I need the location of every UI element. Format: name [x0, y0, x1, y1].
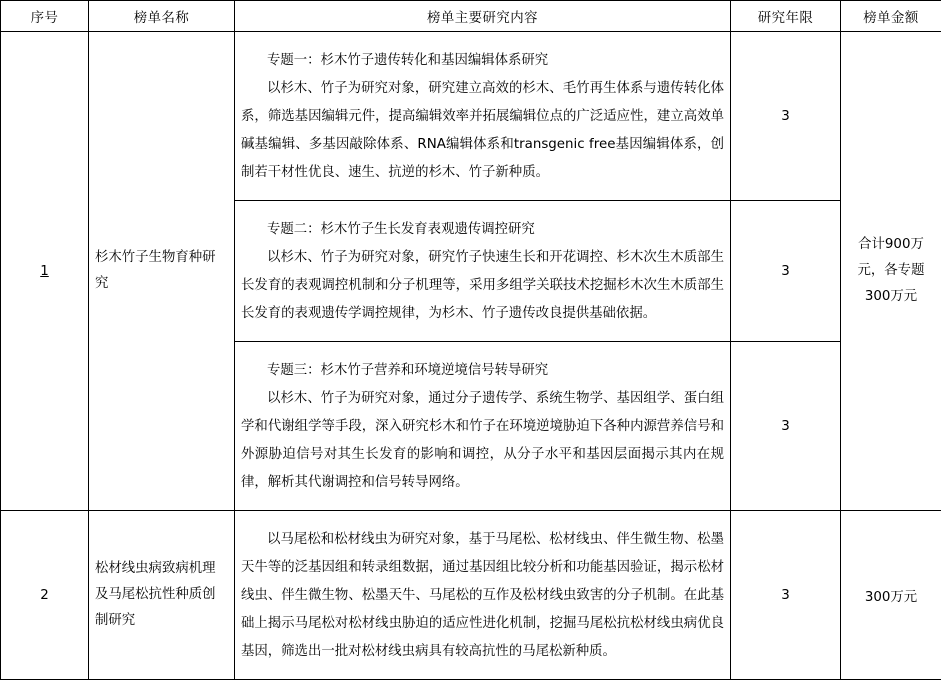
header-content: 榜单主要研究内容 [235, 1, 731, 32]
row2-years: 3 [731, 511, 841, 680]
row2-name: 松材线虫病致病机理及马尾松抗性种质创制研究 [89, 511, 235, 680]
table-row [1, 511, 941, 680]
topic1-body: 以杉木、竹子为研究对象，研究建立高效的杉木、毛竹再生体系与遗传转化体系，筛选基因编辑元件，提高编辑效率并拓展编辑位点的广泛适应性，建立高效单碱基编辑、多基因敲除体系、RNA编辑体系和transgenic free基因编辑体系，创制若干材性优良、速生、抗逆的杉木、竹子新种质。 [241, 81, 724, 180]
topic2-years: 3 [731, 201, 841, 342]
row2-body: 以马尾松和松材线虫为研究对象，基于马尾松、松材线虫、伴生微生物、松墨天牛等的泛基因组和转录组数据，通过基因组比较分析和功能基因验证，揭示松材线虫、伴生微生物、松墨天牛、马尾松的互作及松材线虫致害的分子机制。在此基础上揭示马尾松对松材线虫胁迫的适应性进化机制，挖掘马尾松抗松材线虫病优良基因，筛选出一批对松材线虫病具有较高抗性的马尾松新种质。 [241, 532, 724, 659]
topic2-body: 以杉木、竹子为研究对象，研究竹子快速生长和开花调控、杉木次生木质部生长发育的表观调控机制和分子机理等，采用多组学关联技术挖掘杉木次生木质部生长发育的表观遗传学调控规律，为杉木、竹子遗传改良提供基础依据。 [241, 250, 724, 321]
header-name: 榜单名称 [89, 1, 235, 32]
row1-seq-cell [1, 32, 89, 511]
table-row [1, 32, 941, 201]
topic3-body: 以杉木、竹子为研究对象，通过分子遗传学、系统生物学、基因组学、蛋白组学和代谢组学等手段，深入研究杉木和竹子在环境逆境胁迫下各种内源营养信号和外源胁迫信号对其生长发育的影响和调控，从分子水平和基因层面揭示其内在规律，解析其代谢调控和信号转导网络。 [241, 391, 724, 490]
header-row [1, 1, 941, 32]
header-amount: 榜单金额 [841, 1, 941, 32]
row1-name: 杉木竹子生物育种研究 [89, 32, 235, 511]
topic1-years: 3 [731, 32, 841, 201]
row1-seq[interactable]: 1 [40, 263, 49, 279]
topic1-title: 专题一：杉木竹子遗传转化和基因编辑体系研究 [267, 53, 549, 68]
row2-seq: 2 [1, 511, 89, 680]
header-seq: 序号 [1, 1, 89, 32]
topic1-content [235, 32, 731, 201]
topic3-title: 专题三：杉木竹子营养和环境逆境信号转导研究 [267, 363, 549, 378]
row2-content [235, 511, 731, 680]
header-years: 研究年限 [731, 1, 841, 32]
topic3-content [235, 342, 731, 511]
row1-amount: 合计900万元，各专题300万元 [841, 32, 941, 511]
topic3-years: 3 [731, 342, 841, 511]
topic2-content [235, 201, 731, 342]
topic2-title: 专题二：杉木竹子生长发育表观遗传调控研究 [267, 222, 535, 237]
row2-amount: 300万元 [841, 511, 941, 680]
